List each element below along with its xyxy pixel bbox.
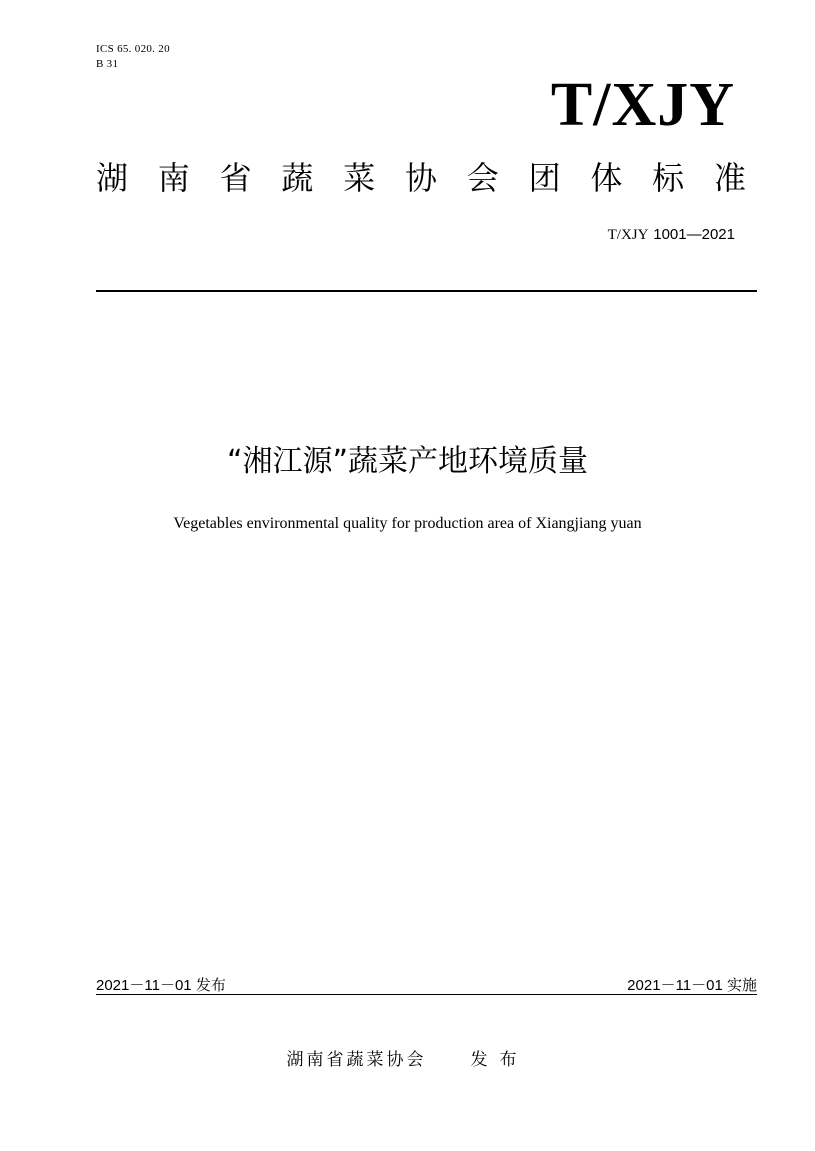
ics-code: ICS 65. 020. 20 xyxy=(96,43,170,55)
document-number-prefix: T/XJY xyxy=(607,227,649,243)
org-standard-char: 协 xyxy=(404,159,437,197)
org-standard-char: 湖 xyxy=(96,159,129,197)
document-title-english: Vegetables environmental quality for production area of Xiangjiang yuan xyxy=(173,515,642,532)
ccs-code: B 31 xyxy=(96,58,119,70)
org-standard-heading xyxy=(96,155,746,201)
org-standard-char: 标 xyxy=(652,159,685,197)
implement-date-group xyxy=(627,975,757,996)
header-divider xyxy=(96,290,757,292)
org-standard-char: 体 xyxy=(590,159,623,197)
document-title-chinese: “湘江源”蔬菜产地环境质量 xyxy=(226,444,589,479)
classification-block xyxy=(96,42,170,72)
issue-date-group xyxy=(96,975,226,996)
org-standard-char: 蔬 xyxy=(281,159,314,197)
org-standard-char: 省 xyxy=(219,159,252,197)
document-number xyxy=(608,224,735,245)
document-number-value: 1001—2021 xyxy=(653,226,735,243)
publisher-action: 发布 xyxy=(470,1050,529,1070)
org-standard-char: 南 xyxy=(157,159,190,197)
publisher-name: 湖南省蔬菜协会 xyxy=(286,1050,427,1070)
org-standard-char: 菜 xyxy=(343,159,376,197)
org-standard-char: 会 xyxy=(466,159,499,197)
org-standard-char: 准 xyxy=(713,159,746,197)
implement-date: 2021－11－01 xyxy=(627,977,723,994)
implement-label: 实施 xyxy=(726,976,757,994)
issue-label: 发布 xyxy=(195,976,226,994)
dates-row xyxy=(96,975,757,996)
publisher-line xyxy=(0,1048,815,1072)
org-standard-char: 团 xyxy=(528,159,561,197)
footer-divider xyxy=(96,994,757,995)
standard-code-logo: T/XJY xyxy=(550,71,735,139)
issue-date: 2021－11－01 xyxy=(96,977,192,994)
